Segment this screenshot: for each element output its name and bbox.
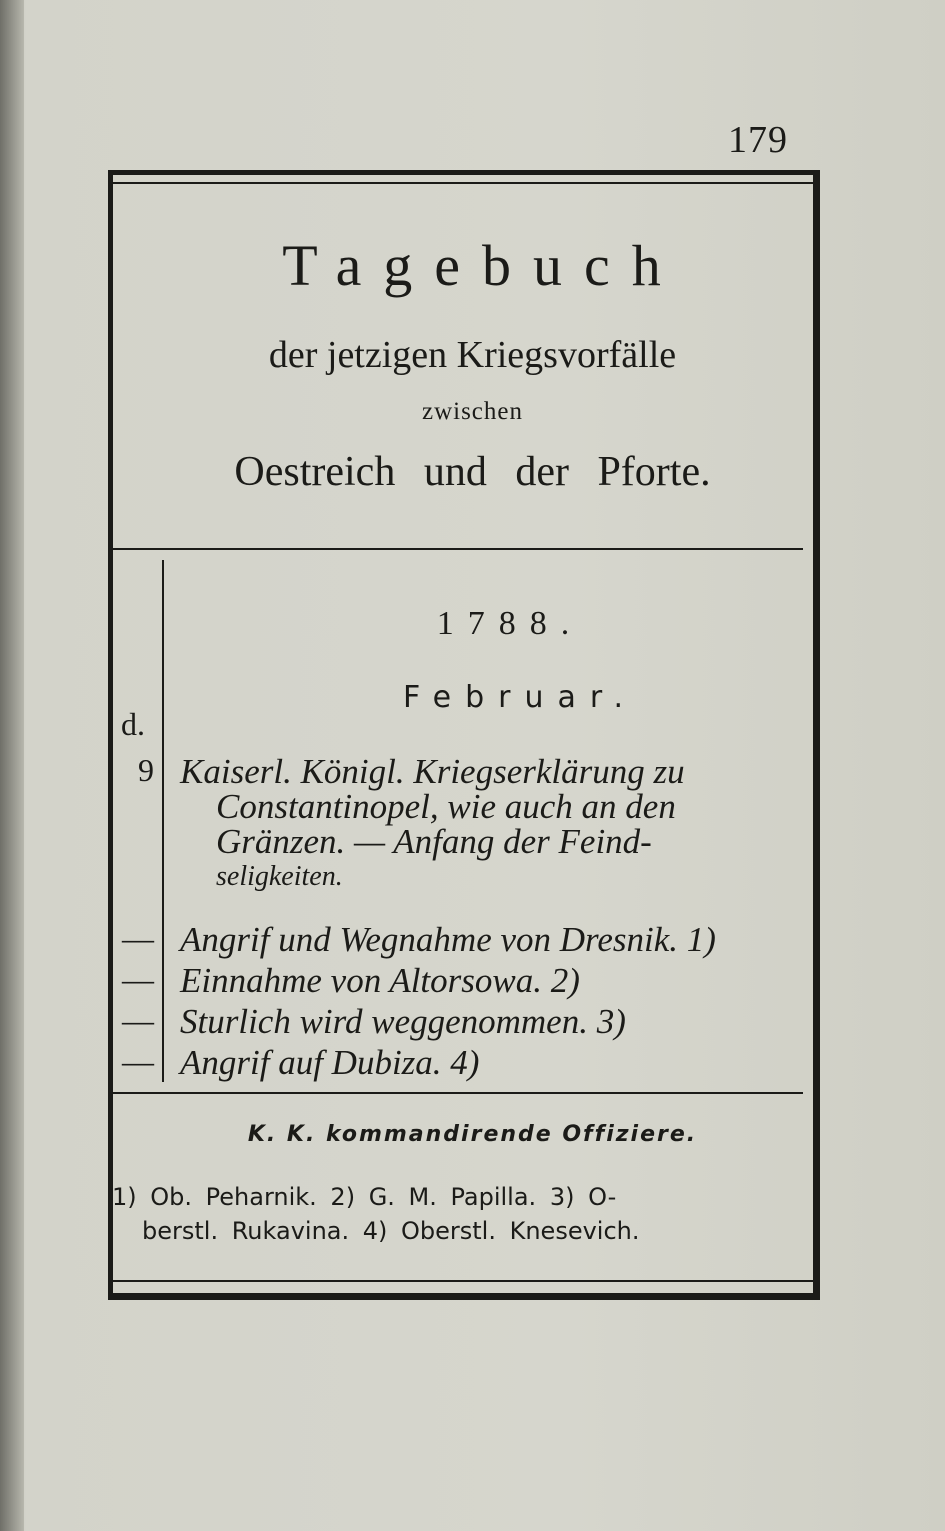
entry-date: — xyxy=(122,961,154,997)
diary-entry xyxy=(180,1004,626,1039)
entry-line: seligkeiten. xyxy=(216,861,343,892)
footnote-line: 1) Ob. Peharnik. 2) G. M. Papilla. 3) O- xyxy=(112,1183,617,1211)
book-gutter xyxy=(0,0,24,1531)
diary-entry xyxy=(180,963,580,998)
year-heading: 1788. xyxy=(436,605,584,642)
header-divider xyxy=(113,548,803,550)
diary-entry xyxy=(180,922,716,957)
diary-entry xyxy=(180,1045,479,1080)
day-column-label: d. xyxy=(121,706,145,742)
subtitle-parties: Oestreich und der Pforte. xyxy=(234,449,711,495)
officers-heading: K. K. kommandirende Offiziere. xyxy=(247,1122,698,1147)
diary-entry xyxy=(180,754,805,894)
month-heading: Februar. xyxy=(403,680,637,715)
entry-date: — xyxy=(122,920,154,956)
page-title: Tagebuch xyxy=(282,233,683,298)
entry-date: — xyxy=(122,1043,154,1079)
entry-line: Angrif auf Dubiza. 4) xyxy=(180,1043,480,1082)
date-column-rule xyxy=(162,560,164,1082)
footer-divider xyxy=(113,1092,803,1094)
page-number: 179 xyxy=(728,119,788,161)
subtitle-connector: zwischen xyxy=(421,398,524,425)
frame-inner-rule-bottom xyxy=(108,1280,820,1282)
footnote-line: berstl. Rukavina. 4) Oberstl. Knesevich. xyxy=(142,1217,640,1245)
entry-date: — xyxy=(122,1002,154,1038)
entry-date: 9 xyxy=(138,752,154,788)
entry-line: Kaiserl. Königl. Kriegserklärung zu xyxy=(180,752,685,791)
entry-line: Angrif und Wegnahme von Dresnik. 1) xyxy=(180,920,716,959)
entry-line: Sturlich wird weggenommen. 3) xyxy=(180,1002,626,1041)
entry-line: Einnahme von Altorsowa. 2) xyxy=(180,961,580,1000)
entry-line: Gränzen. — Anfang der Feind- xyxy=(216,822,652,861)
page-subtitle: der jetzigen Kriegsvorfälle xyxy=(268,334,677,376)
frame-inner-rule-top xyxy=(108,182,820,184)
entry-line: Constantinopel, wie auch an den xyxy=(216,787,676,826)
footnotes xyxy=(112,1180,802,1248)
